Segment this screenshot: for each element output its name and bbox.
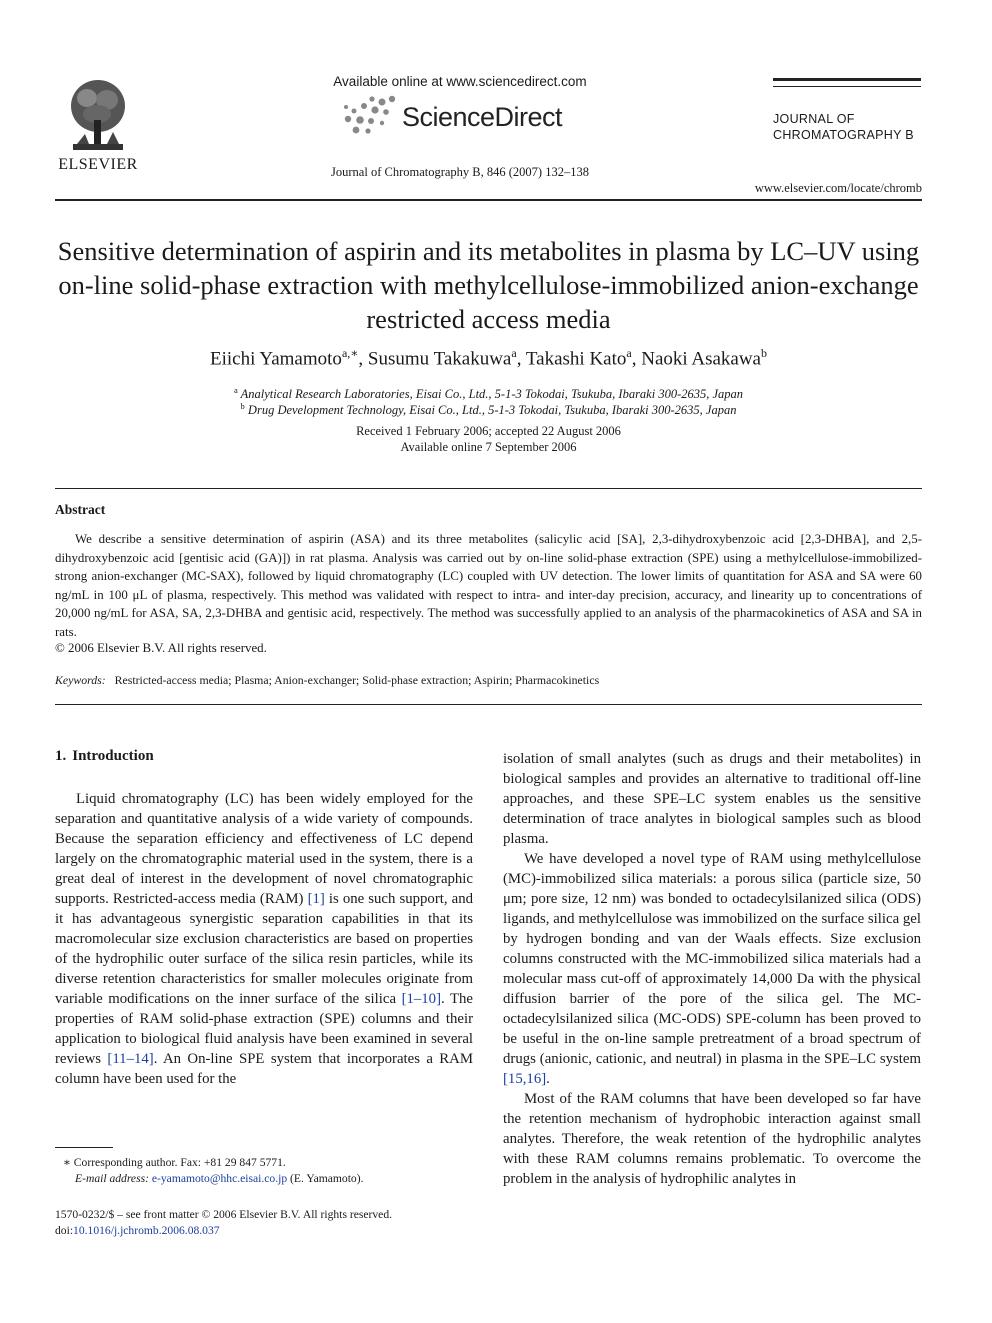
- affiliation-b: [55, 401, 922, 418]
- email-suffix: (E. Yamamoto).: [290, 1172, 364, 1185]
- author-affiliation-mark[interactable]: b: [761, 346, 767, 360]
- left-column: [55, 789, 473, 1089]
- sciencedirect-dots-icon: [342, 93, 400, 137]
- section-title: Introduction: [72, 748, 154, 764]
- right-column: [503, 749, 921, 1189]
- journal-title-line2: CHROMATOGRAPHY B: [773, 128, 914, 142]
- email-note: [55, 1171, 505, 1187]
- journal-title-line1: JOURNAL OF: [773, 112, 855, 126]
- journal-title: [773, 111, 933, 143]
- author-affiliation-mark[interactable]: a: [626, 346, 632, 360]
- abstract-text: We describe a sensitive determination of aspirin (ASA) and its three metabolites (salicylic acid [SA], 2,3-dihydroxybenzoic acid [2,3-DHBA], and 2,5-dihydroxybenzoic acid [gentisic acid (GA)]) in rat plasma. Analysis was carried out by on-line solid-phase extraction (SPE) using a methylcellulose-immobilized-strong anion-exchanger (MC-SAX), followed by liquid chromatography (LC) coupled with UV detection. The lower limits of quantitation for ASA and SA were 60 ng/mL in 100 μL of plasma, respectively. This method was validated with respect to intra- and inter-day precision, accuracy, and linearity up to concentrations of 20,000 ng/mL for ASA, SA, 2,3-DHBA and gentisic acid, respectively. The method was successfully applied to an analysis of the pharmacokinetics of ASA and SA in rats.: [55, 532, 922, 639]
- keywords: [55, 673, 599, 688]
- issn-line: [55, 1207, 392, 1239]
- sciencedirect-wordmark: ScienceDirect: [402, 102, 563, 132]
- author-name: Takashi Kato: [525, 348, 627, 370]
- author-affiliation-mark[interactable]: a,∗: [341, 346, 359, 360]
- abstract-bottom-rule: [55, 704, 922, 705]
- intro-paragraph-1: Liquid chromatography (LC) has been widely employed for the separation and quantitative analysis of a wide variety of compounds. Because the separation efficiency and effectiveness of LC depend largely on the chromatographic material used in the system, there is a great deal of interest in the development of novel chromatographic supports. Restricted-access media (RAM) [1] is one such support, and it has advantageous synergistic separation capabilities in that its macromolecular size exclusion characteristics are based on properties of the hydrophilic outer surface of the silica resin particles, while its diverse retention characteristics for smaller molecules originate from variable modifications on the inner surface of the silica [1–10]. The properties of RAM solid-phase extraction (SPE) columns and their application to biological fluid analysis have been examined in several reviews [11–14]. An On-line SPE system that incorporates a RAM column have been used for the: [55, 791, 473, 1087]
- citation-link[interactable]: [1]: [307, 891, 325, 907]
- article-title: Sensitive determination of aspirin and its metabolites in plasma by LC–UV using on-line solid-phase extraction with methylcellulose-immobilized anion-exchange restricted access media: [57, 236, 920, 334]
- issn-text: 1570-0232/$ – see front matter © 2006 Elsevier B.V. All rights reserved.: [55, 1208, 393, 1221]
- footnote-rule: [55, 1147, 113, 1148]
- journal-title-rule: [773, 78, 921, 81]
- abstract-top-rule: [55, 488, 922, 489]
- sciencedirect-logo[interactable]: [342, 93, 582, 137]
- received-dates: Received 1 February 2006; accepted 22 August 2006: [356, 424, 621, 438]
- keywords-label: Keywords:: [55, 673, 106, 687]
- intro-paragraph-2: We have developed a novel type of RAM using methylcellulose (MC)-immobilized silica materials: a porous silica (particle size, 50 μm; pore size, 12 nm) was bonded to octadecylsilanized silica (ODS) ligands, and methylcellulose was immobilized on the surface silica gel by hydrogen bonding and van der Waals effects. Size exclusion columns constructed with the MC-immobilized silica materials had a molecular mass cut-off of approximately 14,000 Da with the physical diffusion barrier of the pore of the silica gel. The MC-octadecylsilanized silica (MC-ODS) SPE-column has been proved to be useful in the on-line sample pretreatment of a broad spectrum of drugs (anionic, cationic, and neutral) in plasma in the SPE–LC system [15,16].: [503, 851, 921, 1087]
- affiliation-mark: a: [233, 385, 238, 395]
- header-divider: [55, 199, 922, 201]
- section-number: 1.: [55, 748, 67, 764]
- footnote-star: ∗: [63, 1156, 71, 1169]
- citation-link[interactable]: [15,16]: [503, 1071, 547, 1087]
- available-online-date: Available online 7 September 2006: [400, 440, 577, 454]
- publisher-name: ELSEVIER: [58, 156, 138, 173]
- doi-label: doi:: [55, 1224, 74, 1237]
- doi-link[interactable]: 10.1016/j.jchromb.2006.08.037: [73, 1224, 220, 1237]
- author-name: Naoki Asakawa: [641, 348, 761, 370]
- affiliation-text: Drug Development Technology, Eisai Co., Ltd., 5-1-3 Tokodai, Tsukuba, Ibaraki 300-2635, Japan: [247, 403, 737, 418]
- affiliation-text: Analytical Research Laboratories, Eisai Co., Ltd., 5-1-3 Tokodai, Tsukuba, Ibaraki 300-2635, Japan: [240, 387, 744, 402]
- elsevier-logo: [50, 76, 146, 174]
- affiliation-mark: b: [240, 401, 245, 411]
- author-affiliation-mark[interactable]: a: [511, 346, 517, 360]
- citation-link[interactable]: [1–10]: [401, 991, 442, 1007]
- journal-url[interactable]: www.elsevier.com/locate/chromb: [754, 181, 922, 195]
- section-heading-introduction: [55, 748, 160, 765]
- journal-title-rule-thin: [773, 86, 921, 87]
- abstract-copyright: © 2006 Elsevier B.V. All rights reserved.: [55, 641, 267, 655]
- author-list: Eiichi Yamamoto$^{a,∗}$, Susumu Takakuwa$^a$, Takashi Kato$^a$, Naoki Asakawa$^b$: [209, 346, 767, 370]
- author-name: Susumu Takakuwa: [367, 348, 512, 370]
- email-link[interactable]: e-yamamoto@hhc.eisai.co.jp: [151, 1172, 288, 1185]
- email-label: E-mail address:: [75, 1172, 149, 1185]
- citation-link[interactable]: [11–14]: [107, 1051, 154, 1067]
- keywords-list: Restricted-access media; Plasma; Anion-exchanger; Solid-phase extraction; Aspirin; Pharmacokinetics: [114, 673, 600, 687]
- corresponding-author-note: [55, 1155, 493, 1171]
- corresponding-text: Corresponding author. Fax: +81 29 847 5771.: [73, 1156, 286, 1169]
- elsevier-tree-icon: [67, 76, 129, 154]
- abstract-heading: Abstract: [55, 502, 106, 517]
- author-name: Eiichi Yamamoto: [209, 348, 342, 370]
- journal-citation: Journal of Chromatography B, 846 (2007) 132–138: [331, 165, 589, 179]
- available-online-text: Available online at www.sciencedirect.com: [333, 74, 587, 89]
- doi-line: [55, 1223, 392, 1239]
- intro-paragraph-continued: isolation of small analytes (such as drugs and their metabolites) in biological samples and provides an alternative to traditional off-line approaches, and these SPE–LC system enables us the sensitive determination of trace analytes in biological samples such as blood plasma.: [503, 751, 921, 847]
- affiliation-a: [55, 385, 922, 402]
- intro-paragraph-3: Most of the RAM columns that have been developed so far have the retention mechanism of hydrophobic interaction against small analytes. Therefore, the weak retention of the hydrophilic analytes with these RAM columns remains problematic. To overcome the problem in the analysis of hydrophilic analytes in: [503, 1091, 921, 1187]
